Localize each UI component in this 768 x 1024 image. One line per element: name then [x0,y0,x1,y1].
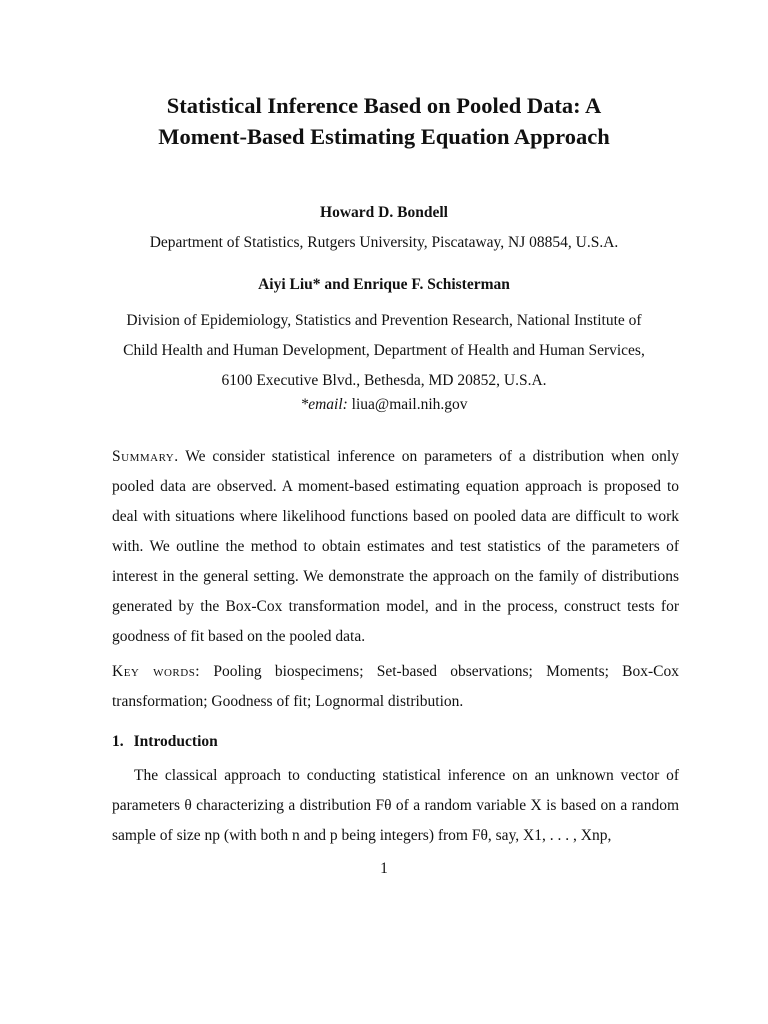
section-title: Introduction [133,733,218,750]
page-number: 1 [380,860,388,877]
author-bondell: Howard D. Bondell [320,204,448,221]
keywords-label: Key words: [112,663,201,680]
authors-liu-schisterman: Aiyi Liu* and Enrique F. Schisterman [258,276,510,293]
affiliation-line: Child Health and Human Development, Department of Health and Human Services, [123,342,645,359]
introduction-paragraph: The classical approach to conducting statistical inference on an unknown vector of parameters θ characterizing a distribution Fθ of a random variable X is based on a random sample of size np (with both n and p being integers) from Fθ, say, X1, . . . , Xnp, [112,767,679,844]
summary-text: We consider statistical inference on parameters of a distribution when only pooled data are observed. A moment-based estimating equation approach is proposed to deal with situations where likelihood functions based on pooled data are difficult to work with. We outline the method to obtain estimates and test statistics of the parameters of interest in the general setting. We demonstrate the approach on the family of distributions generated by the Box-Cox transformation model, and in the process, construct tests for goodness of fit based on the pooled data. [112,448,679,645]
affiliation-line: 6100 Executive Blvd., Bethesda, MD 20852, U.S.A. [221,372,547,389]
paper-title [60,90,708,152]
email-label: *email: [300,396,348,413]
keywords-paragraph [112,657,679,717]
email-line [60,396,708,414]
section-heading [112,733,218,751]
title-line-1: Statistical Inference Based on Pooled Data: A [166,93,602,118]
email-address: liua@mail.nih.gov [351,396,468,413]
affiliation-rutgers: Department of Statistics, Rutgers University, Piscataway, NJ 08854, U.S.A. [149,234,619,251]
summary-paragraph [112,442,679,652]
keywords-text: Pooling biospecimens; Set-based observations; Moments; Box-Cox transformation; Goodness of fit; Lognormal distribution. [112,663,680,710]
section-number: 1. [112,733,124,750]
affiliation-nichd [60,306,708,396]
summary-label: Summary. [112,448,179,465]
title-line-2: Moment-Based Estimating Equation Approach [158,124,610,149]
affiliation-line: Division of Epidemiology, Statistics and Prevention Research, National Institute of [126,312,642,329]
